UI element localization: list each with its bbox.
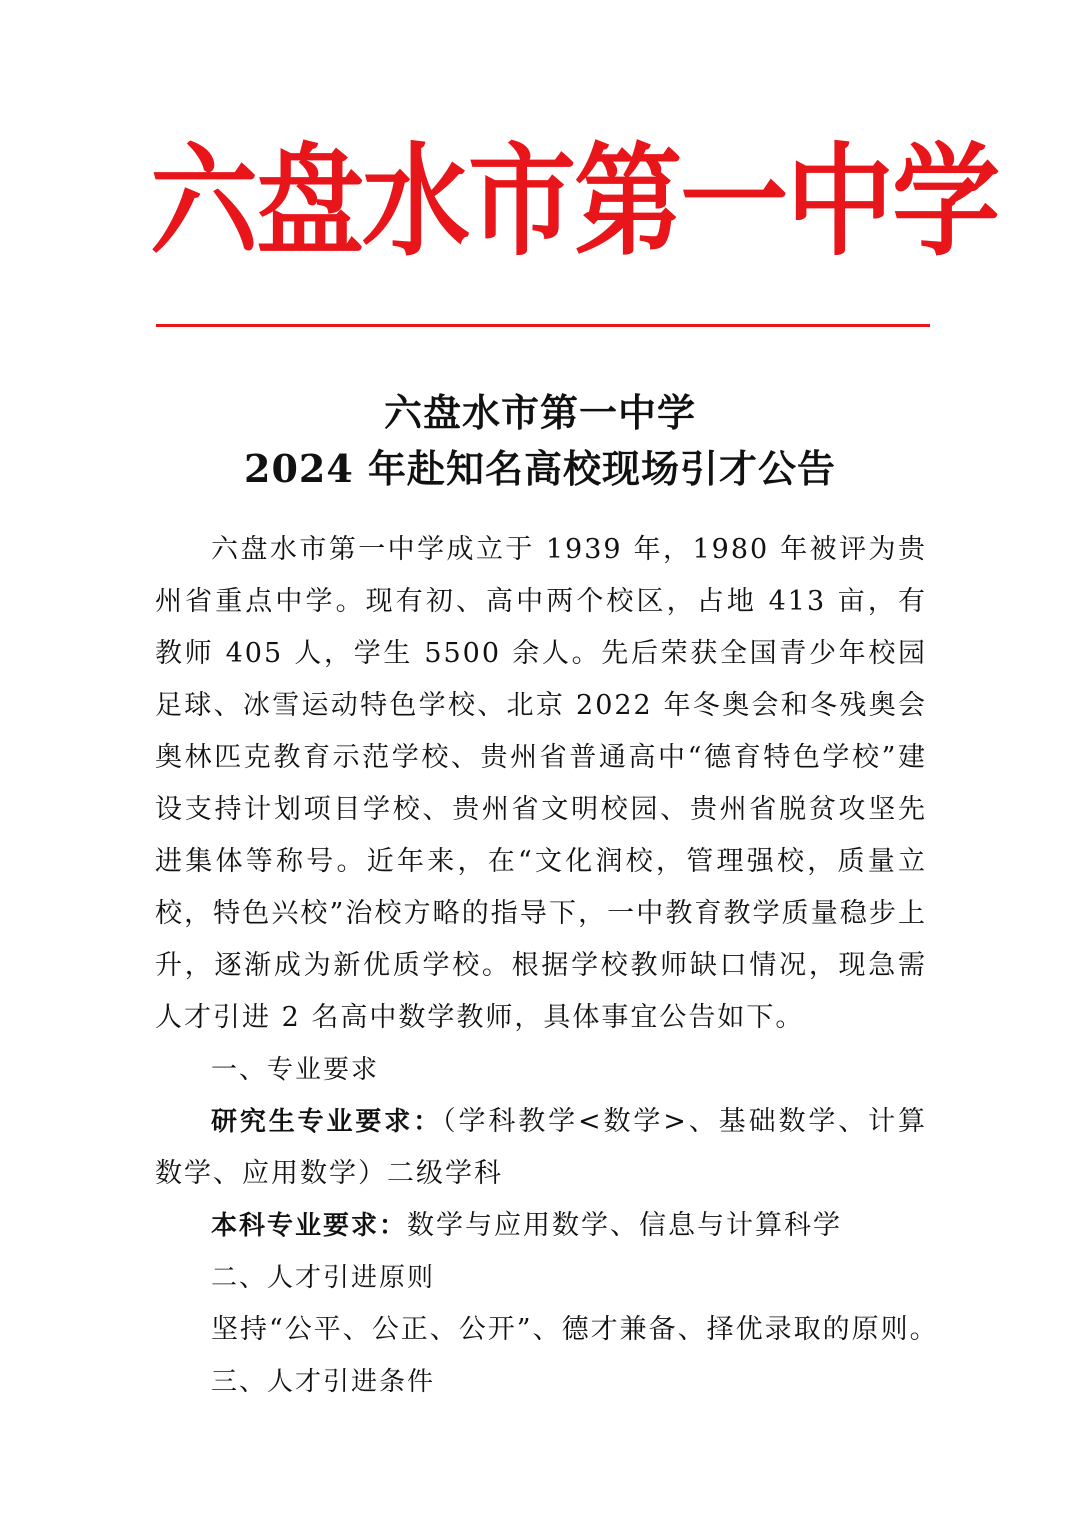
masthead-char: 学 — [892, 132, 999, 273]
intro-paragraph: 六盘水市第一中学成立于 1939 年，1980 年被评为贵州省重点中学。现有初、高中两个校区，占地 413 亩，有教师 405 人，学生 5500 余人。先后荣获全国青少年校园足球、冰雪运动特色学校、北京 2022 年冬奥会和冬残奥会奥林匹克教育示范学校、贵州省普通高中“德育特色学校”建设支持计划项目学校、贵州省文明校园、贵州省脱贫攻坚先进集体等称号。近年来，在“文化润校，管理强校，质量立校，特色兴校”治校方略的指导下，一中教育教学质量稳步上升，逐渐成为新优质学校。根据学校教师缺口情况，现急需人才引进 2 名高中数学教师，具体事宜公告如下。 — [155, 534, 927, 1033]
red-divider-rule — [156, 324, 930, 327]
masthead-char: 市 — [468, 132, 575, 273]
masthead-char: 第 — [574, 132, 681, 273]
notice-title-line2: 2024 年赴知名高校现场引才公告 — [244, 446, 836, 491]
section-heading-principles: 二、人才引进原则 — [211, 1263, 436, 1293]
school-masthead-logo — [150, 128, 999, 278]
notice-body — [155, 524, 939, 1408]
graduate-major-requirement — [155, 1096, 927, 1200]
masthead-char: 一 — [680, 132, 787, 273]
principles-text: 坚持“公平、公正、公开”、德才兼备、择优录取的原则。 — [211, 1314, 939, 1345]
graduate-requirement-label: 研究生专业要求： — [211, 1107, 443, 1137]
undergraduate-requirement-label: 本科专业要求： — [211, 1211, 408, 1241]
notice-title-line1: 六盘水市第一中学 — [383, 390, 696, 435]
masthead-char: 六 — [150, 132, 257, 273]
masthead-char: 水 — [362, 132, 469, 273]
masthead-char: 中 — [786, 132, 893, 273]
undergraduate-major-requirement — [155, 1200, 927, 1252]
section-heading-major-requirements: 一、专业要求 — [211, 1055, 380, 1085]
graduate-requirement-text: （学科教学<数学>、基础数学、计算数学、应用数学）二级学科 — [155, 1106, 927, 1189]
masthead-char: 盘 — [256, 132, 363, 273]
undergraduate-requirement-text: 数学与应用数学、信息与计算科学 — [407, 1210, 843, 1241]
section-heading-conditions: 三、人才引进条件 — [211, 1367, 436, 1397]
